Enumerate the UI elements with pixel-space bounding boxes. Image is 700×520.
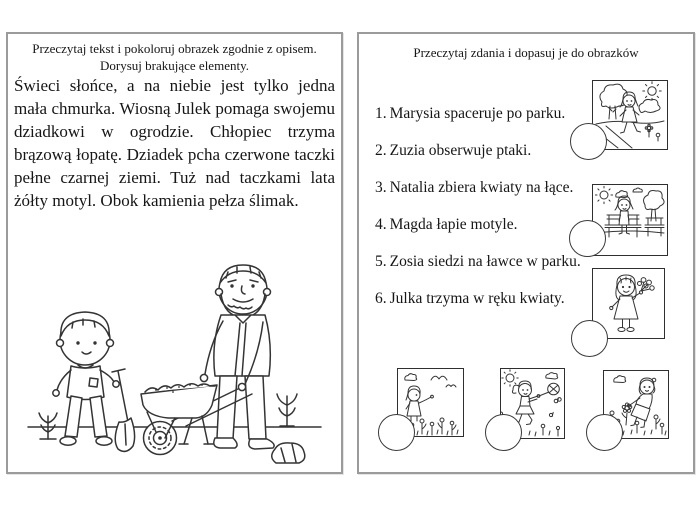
picture-girl-watching-birds	[397, 368, 464, 437]
sentence-text: Julka trzyma w ręku kwiaty.	[389, 290, 565, 307]
picture-girl-walking-in-park	[592, 80, 668, 150]
answer-circle[interactable]	[485, 414, 522, 451]
sentence-item	[375, 251, 581, 273]
sentence-list	[375, 103, 581, 325]
boy-figure	[53, 312, 114, 445]
seedling-right-icon	[277, 394, 297, 426]
picture-girl-sitting-on-bench	[592, 184, 668, 256]
grandfather-figure	[214, 265, 274, 449]
sentence-number: 5.	[375, 253, 387, 270]
sentence-text: Magda łapie motyle.	[389, 216, 518, 233]
left-instructions-line2: Dorysuj brakujące elementy.	[100, 58, 249, 73]
sentence-number: 1.	[375, 105, 387, 122]
sentence-item	[375, 288, 581, 310]
sentence-text: Zosia siedzi na ławce w parku.	[389, 253, 581, 270]
answer-circle[interactable]	[378, 414, 415, 451]
sentence-text: Marysia spaceruje po parku.	[389, 105, 566, 122]
answer-circle[interactable]	[569, 220, 606, 257]
page-left	[6, 32, 343, 474]
left-instructions-line1: Przeczytaj tekst i pokoloruj obrazek zgodnie z opisem.	[32, 41, 317, 56]
page-right	[357, 32, 695, 474]
seedling-left-icon	[39, 413, 57, 439]
answer-circle[interactable]	[586, 414, 623, 451]
picture-girl-holding-flowers	[592, 268, 665, 339]
rock-icon	[272, 443, 305, 463]
sentence-item	[375, 140, 581, 162]
sentence-number: 2.	[375, 142, 387, 159]
sentence-number: 3.	[375, 179, 387, 196]
sentence-text: Zuzia obserwuje ptaki.	[389, 142, 532, 159]
shovel-icon	[112, 369, 135, 451]
right-instructions: Przeczytaj zdania i dopasuj je do obrazków	[413, 45, 639, 60]
sentence-item	[375, 214, 581, 236]
garden-scene-illustration	[14, 226, 336, 470]
sentence-number: 4.	[375, 216, 387, 233]
left-instructions	[12, 40, 337, 74]
sentence-item	[375, 103, 581, 125]
reading-text: Świeci słońce, a na niebie jest tylko jedna mała chmurka. Wiosną Julek pomaga swojemu dziadkowi w ogrodzie. Chłopiec trzyma brązową łopatę. Dziadek pcha czerwone taczki pełne czarnej ziemi. Tuż nad taczkami lata żółty motyl. Obok kamienia pełza ślimak.	[14, 76, 335, 210]
answer-circle[interactable]	[571, 320, 608, 357]
picture-girl-catching-butterflies	[500, 368, 565, 439]
sentence-item	[375, 177, 581, 199]
sentence-text: Natalia zbiera kwiaty na łące.	[389, 179, 574, 196]
sentence-number: 6.	[375, 290, 387, 307]
picture-girl-picking-flowers	[603, 370, 669, 439]
answer-circle[interactable]	[570, 123, 607, 160]
